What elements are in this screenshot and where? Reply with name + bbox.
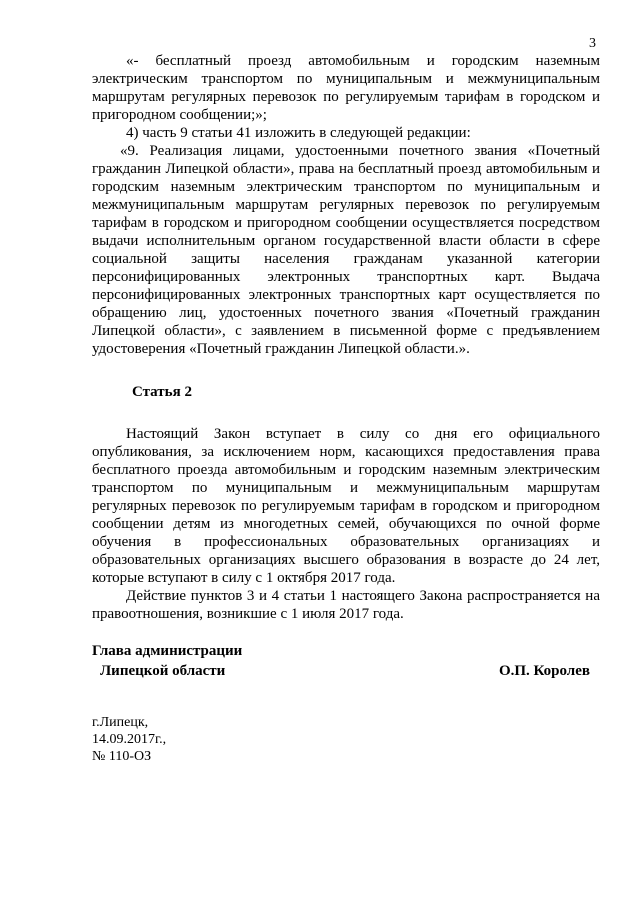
signature-block [92, 641, 600, 681]
paragraph-1: «- бесплатный проезд автомобильным и городским наземным электрическим транспортом по муниципальным и межмуниципальным маршрутам регулярных перевозок по регулируемым тарифам в городском и пригородном сообщении;»; [92, 53, 600, 123]
signature-title-line2: Липецкой области [100, 663, 226, 679]
page-number: 3 [589, 36, 596, 51]
law-number: № 110-ОЗ [92, 749, 152, 764]
city: г.Липецк, [92, 715, 149, 730]
document-body [92, 52, 600, 623]
paragraph-4: Настоящий Закон вступает в силу со дня его официального опубликования, за исключением норм, касающихся предоставления права бесплатного проезда автомобильным и городским наземным электрическим транспортом по муниципальным и межмуниципальным маршрутам регулярных перевозок по регулируемым тарифам в городском и пригородном сообщении детям из многодетных семей, обучающихся по очной форме обучения в профессиональных образовательных организациях и образовательных организациях высшего образования в возрасте до 24 лет, которые вступают в силу с 1 октября 2017 года. [92, 426, 600, 586]
date: 14.09.2017г., [92, 732, 167, 747]
article-heading: Статья 2 [132, 384, 192, 400]
paragraph-5: Действие пунктов 3 и 4 статьи 1 настоящего Закона распространяется на правоотношения, возникшие с 1 июля 2017 года. [92, 588, 600, 622]
signature-title-line1: Глава администрации [92, 643, 243, 659]
signature-name: О.П. Королев [498, 663, 590, 679]
place-date-block [92, 714, 166, 765]
paragraph-3: «9. Реализация лицами, удостоенными почетного звания «Почетный гражданин Липецкой области», права на бесплатный проезд автомобильным и городским наземным электрическим транспортом по муниципальным и межмуниципальным маршрутам регулярных перевозок по регулируемым тарифам в городском и пригородном сообщении осуществляется посредством выдачи исполнительным органом государственной власти области в сфере социальной защиты населения гражданам указанной категории персонифицированных электронных транспортных карт. Выдача персонифицированных электронных транспортных карт осуществляется по обращению лиц, удостоенных почетного звания «Почетный гражданин Липецкой области», с заявлением в письменной форме с предъявлением удостоверения «Почетный гражданин Липецкой области.». [92, 143, 600, 357]
paragraph-2: 4) часть 9 статьи 41 изложить в следующей редакции: [126, 125, 471, 141]
